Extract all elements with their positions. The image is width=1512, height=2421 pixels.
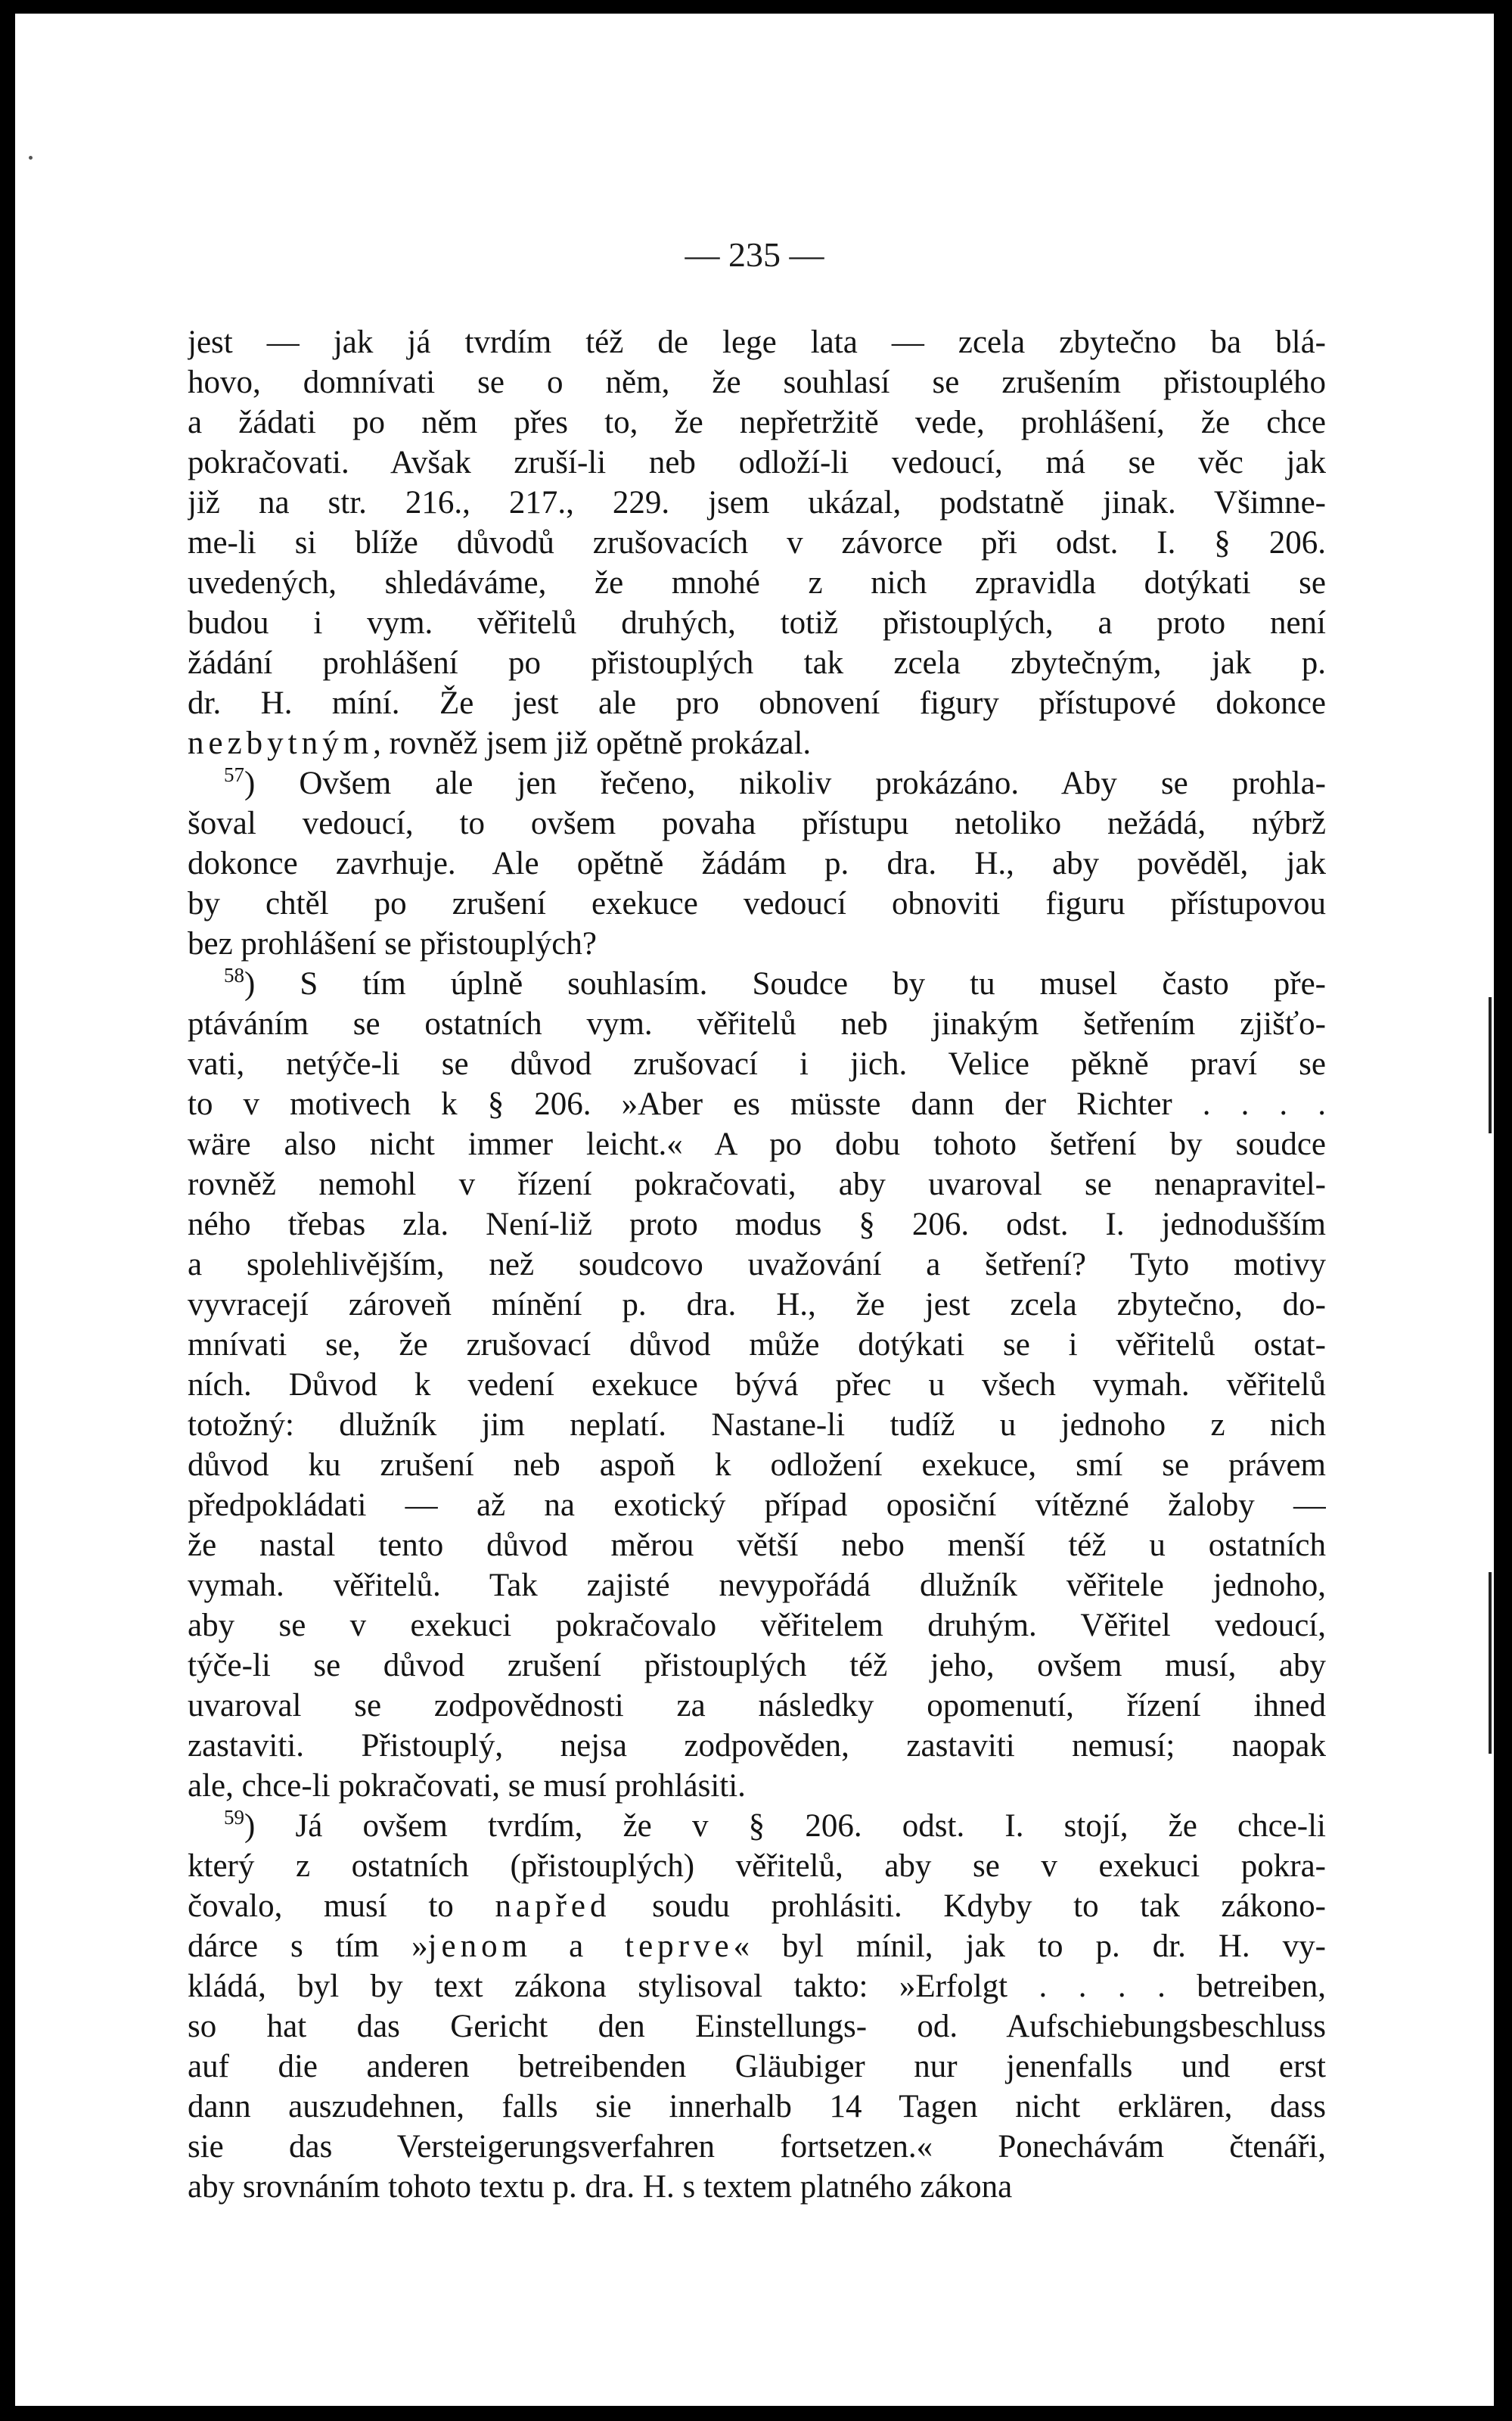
emphasized-word: jenom a teprve [427, 1928, 734, 1964]
text-line: mnívati se, že zrušovací důvod může dotýkati se i věřitelů ostat- [188, 1327, 1326, 1363]
line-segment: « byl mínil, jak to p. dr. H. vy- [733, 1928, 1326, 1964]
emphasized-word: napřed [495, 1888, 611, 1924]
text-line: hovo, domnívati se o něm, že souhlasí se zrušením přistouplého [188, 365, 1326, 400]
text-line: týče-li se důvod zrušení přistouplých též jeho, ovšem musí, aby [188, 1648, 1326, 1683]
text-line [188, 723, 1326, 763]
text-line: to v motivech k § 206. »Aber es müsste dann der Richter . . . . [188, 1086, 1326, 1122]
text-line: důvod ku zrušení neb aspoň k odložení exekuce, smí se právem [188, 1447, 1326, 1483]
text-line: který z ostatních (přistouplých) věřitelů, aby se v exekuci pokra- [188, 1848, 1326, 1884]
text-line: pokračovati. Avšak zruší-li neb odloží-li vedoucí, má se věc jak [188, 445, 1326, 480]
text-line: uvaroval se zodpovědnosti za následky opomenutí, řízení ihned [188, 1688, 1326, 1723]
text-line [188, 964, 1326, 1004]
text-line [188, 763, 1326, 803]
text-line: ptáváním se ostatních vym. věřitelů neb jinakým šetřením zjišťo- [188, 1006, 1326, 1042]
text-line: aby se v exekuci pokračovalo věřitelem druhým. Věřitel vedoucí, [188, 1608, 1326, 1643]
footnote-number: 59 [224, 1806, 244, 1829]
emphasized-word: nezbytným [188, 726, 374, 761]
text-line: me-li si blíže důvodů zrušovacích v závorce při odst. I. § 206. [188, 525, 1326, 561]
text-line: auf die anderen betreibenden Gläubiger nur jenenfalls und erst [188, 2049, 1326, 2084]
text-line: by chtěl po zrušení exekuce vedoucí obnoviti figuru přístupovou [188, 886, 1326, 921]
text-line: ného třebas zla. Není-liž proto modus § 206. odst. I. jednodušším [188, 1207, 1326, 1242]
text-line [188, 1926, 1326, 1966]
speck [29, 156, 33, 160]
text-line: žádání prohlášení po přistouplých tak zcela zbytečným, jak p. [188, 645, 1326, 681]
text-line: a žádati po něm přes to, že nepřetržitě vede, prohlášení, že chce [188, 405, 1326, 440]
footnote-text: ) S tím úplně souhlasím. Soudce by tu musel často pře- [244, 966, 1326, 1002]
text-line: wäre also nicht immer leicht.« A po dobu tohoto šetření by soudce [188, 1127, 1326, 1162]
text-line: vati, netýče-li se důvod zrušovací i jich. Velice pěkně praví se [188, 1046, 1326, 1082]
text-line: budou i vym. věřitelů druhých, totiž přistouplých, a proto není [188, 605, 1326, 641]
line-segment: dárce s tím » [188, 1928, 428, 1964]
text-line: vyvracejí zároveň mínění p. dra. H., že jest zcela zbytečno, do- [188, 1287, 1326, 1322]
text-line: ale, chce-li pokračovati, se musí prohlásiti. [188, 1768, 746, 1804]
text-line: dokonce zavrhuje. Ale opětně žádám p. dra. H., aby pověděl, jak [188, 846, 1326, 881]
book-page [15, 14, 1494, 2406]
footnote-text: ) Ovšem ale jen řečeno, nikoliv prokázáno. Aby se prohla- [244, 766, 1326, 801]
text-line: vymah. věřitelů. Tak zajisté nevypořádá dlužník věřitele jednoho, [188, 1568, 1326, 1603]
line-rest: , rovněž jsem již opětně prokázal. [373, 726, 812, 761]
text-line: aby srovnáním tohoto textu p. dra. H. s textem platného zákona [188, 2169, 1013, 2205]
text-line: zastaviti. Přistouplý, nejsa zodpověden, zastaviti nemusí; naopak [188, 1728, 1326, 1764]
text-line [188, 1806, 1326, 1846]
text-line: kládá, byl by text zákona stylisoval takto: »Erfolgt . . . . betreiben, [188, 1969, 1326, 2004]
margin-mark [1489, 1572, 1492, 1754]
margin-mark [1489, 997, 1492, 1133]
text-line: totožný: dlužník jim neplatí. Nastane-li tudíž u jednoho z nich [188, 1407, 1326, 1443]
text-line: předpokládati — až na exotický případ oposiční vítězné žaloby — [188, 1487, 1326, 1523]
text-line: šoval vedoucí, to ovšem povaha přístupu netoliko nežádá, nýbrž [188, 806, 1326, 841]
text-line: sie das Versteigerungsverfahren fortsetzen.« Ponechávám čtenáři, [188, 2129, 1326, 2165]
text-line: rovněž nemohl v řízení pokračovati, aby uvaroval se nenapravitel- [188, 1167, 1326, 1202]
line-segment: čovalo, musí to [188, 1888, 495, 1924]
footnote-number: 58 [224, 964, 244, 987]
text-line: ních. Důvod k vedení exekuce bývá přec u všech vymah. věřitelů [188, 1367, 1326, 1403]
text-line: bez prohlášení se přistouplých? [188, 926, 597, 962]
line-segment: soudu prohlásiti. Kdyby to tak zákono- [610, 1888, 1326, 1924]
text-line [188, 1886, 1326, 1926]
text-line: dr. H. míní. Že jest ale pro obnovení figury přístupové dokonce [188, 685, 1326, 721]
text-line: a spolehlivějším, než soudcovo uvažování a šetření? Tyto motivy [188, 1247, 1326, 1282]
page-number: — 235 — [685, 235, 824, 274]
text-line: jest — jak já tvrdím též de lege lata — zcela zbytečno ba blá- [188, 325, 1326, 360]
text-line: uvedených, shledáváme, že mnohé z nich zpravidla dotýkati se [188, 565, 1326, 601]
text-line: so hat das Gericht den Einstellungs- od. Aufschiebungsbeschluss [188, 2009, 1326, 2044]
footnote-number: 57 [224, 763, 244, 786]
text-line: že nastal tento důvod měrou větší nebo menší též u ostatních [188, 1527, 1326, 1563]
text-line: dann auszudehnen, falls sie innerhalb 14 Tagen nicht erklären, dass [188, 2089, 1326, 2124]
text-line: již na str. 216., 217., 229. jsem ukázal, podstatně jinak. Všimne- [188, 485, 1326, 521]
footnote-text: ) Já ovšem tvrdím, že v § 206. odst. I. stojí, že chce-li [244, 1808, 1326, 1844]
body-text [188, 322, 1326, 2207]
